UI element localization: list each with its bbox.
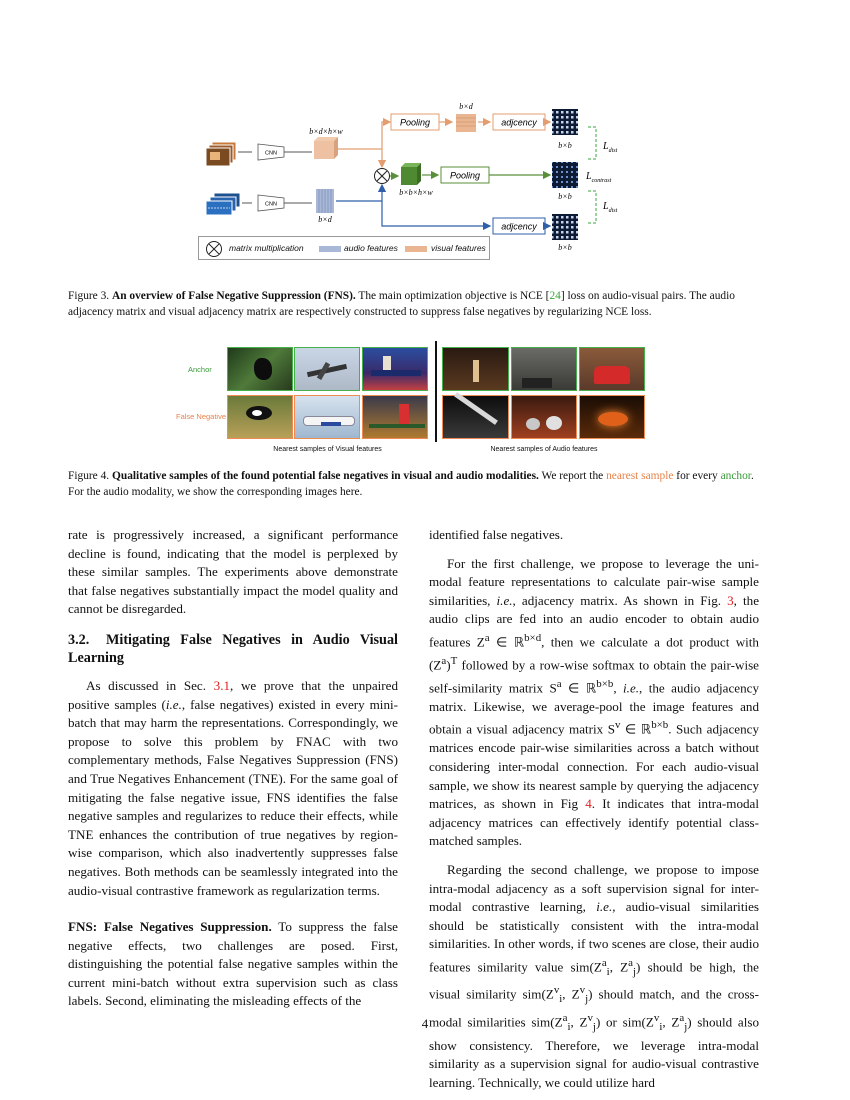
visual-feature-dims: b×d×h×w [309, 127, 343, 136]
legend-visual-label: visual features [431, 243, 486, 253]
audio-fn-siren [579, 395, 645, 439]
false-negative-row-label: False Negative [176, 412, 227, 421]
legend-matmul-label: matrix multiplication [229, 243, 304, 253]
right-column [429, 526, 759, 1092]
svg-text:b×b: b×b [558, 243, 572, 252]
visual-fn-airliner [294, 395, 360, 439]
legend-audio-swatch [319, 246, 341, 252]
figure-4-caption: Figure 4. Qualitative samples of the found potential false negatives in visual and audio modalities. We report the nearest sample for every anchor. For the audio modality, we show the corresponding images here. [68, 470, 754, 498]
figure-3-legend [198, 236, 490, 260]
ref-fig-3[interactable]: 3 [727, 592, 734, 608]
pooled-visual-vector [456, 114, 476, 132]
similarity-dims: b×b×h×w [399, 188, 433, 197]
page-number: 4 [421, 1016, 429, 1031]
left-paragraph-1: rate is progressively increased, a significant performance decline is found, indicating that the model is perplexed by these similar samples. The experiments above demonstrate that false negatives substantially impact the model quality and cannot be disregarded. [68, 527, 398, 617]
audio-fn-flute [442, 395, 509, 439]
visual-anchor-airplane [294, 347, 360, 391]
audio-feature-dims: b×d [318, 215, 332, 224]
similarity-map-block [401, 163, 421, 185]
legend-audio-label: audio features [344, 243, 398, 253]
figure-4-divider [435, 341, 437, 442]
matrix-multiplication-icon [375, 169, 390, 184]
visual-fn-ping-pong [362, 395, 428, 439]
svg-text:Pooling: Pooling [399, 117, 431, 128]
visual-adjacency-matrix [552, 109, 578, 135]
audio-input-spectrograms [206, 193, 240, 215]
visual-fn-magpie [227, 395, 293, 439]
pooled-visual-dims: b×d [459, 102, 473, 111]
audio-anchor-concert [442, 347, 509, 391]
visual-input-frames [206, 142, 236, 166]
loss-dist-top: $L_{dist}$ [603, 141, 618, 154]
visual-anchor-table-tennis [362, 347, 428, 391]
audio-feature-vector [316, 189, 334, 213]
left-paragraph-2: As discussed in Sec. 3.1, we prove that the unpaired positive samples (i.e., false negatives) existed in every mini-batch that may harm the representations. Correspondingly, we propose to solve this problem by FNAC with two complementary methods, False Negatives Suppression (FNS) and True Negatives Enhancement (TNE). For the same goal of mitigating the false negative issue, FNS identifies the false negative samples and regularizes to reduce their effects, while TNE enhances the contribution of true negatives by region-wise comparison, which also inadvertently suppresses false negatives. Both methods can be seamlessly integrated into the audio-visual contrastive framework as regularization terms. [68, 677, 398, 898]
svg-text:b×b: b×b [558, 141, 572, 150]
section-3-2-heading: 3.2. Mitigating False Negatives in Audio Visual Learning [68, 631, 398, 666]
right-paragraph-1: identified false negatives. [429, 527, 564, 542]
svg-text:CNN: CNN [265, 150, 277, 157]
audio-anchor-car [579, 347, 645, 391]
left-column [68, 526, 398, 1011]
audio-visual-similarity-matrix [552, 162, 578, 188]
left-paragraph-3: FNS: False Negatives Suppression. To suppress the false negative effects, two challenges are posed. First, distinguishing the potential false negative samples within the current mini-batch without extra supervision such as class labels. Second, eliminating the misleading effects of the [68, 919, 398, 1009]
audio-adjacency-matrix [552, 214, 578, 240]
svg-text:adjcency: adjcency [501, 221, 537, 232]
svg-text:Pooling: Pooling [449, 170, 481, 181]
visual-anchor-bird [227, 347, 293, 391]
legend-matmul-icon [205, 240, 223, 258]
loss-contrast: $L_{contrast}$ [586, 171, 612, 184]
svg-text:adjcency: adjcency [501, 117, 537, 128]
right-paragraph-3: Regarding the second challenge, we propose to impose intra-modal adjacency as a soft supervision signal for inter-modal contrastive learning, i.e., audio-visual similarities should be statistically consistent with the intra-modal similarities. In other words, if two scenes are close, their audio features similarity value $sim(Z^a_i$, $Z^a_j$) should be high, the visual similarity $sim(Z^v_i$, $Z^v_j$) should match, and the cross-modal similarities $sim(Z^a_i$, $Z^v_j$) or $sim(Z^v_i$, $Z^a_j$) should also show consistency. Therefore, we leverage intra-modal similarity as a supervision signal for audio-visual contrastive learning. Technically, we could utilize hard [429, 861, 760, 1090]
svg-text:CNN: CNN [265, 201, 277, 208]
visual-samples-caption: Nearest samples of Visual features [273, 446, 382, 453]
svg-text:b×b: b×b [558, 192, 572, 201]
legend-visual-swatch [405, 246, 427, 252]
loss-dist-bottom-bracket [588, 191, 596, 223]
loss-dist-top-bracket [588, 127, 596, 159]
ref-24[interactable]: 24 [549, 290, 561, 302]
figure-3-caption: Figure 3. An overview of False Negative Suppression (FNS). The main optimization objective is NCE [24] loss on audio-visual pairs. The audio adjacency matrix and visual adjacency matrix are respectively constructed to suppress false negatives by regularizing NCE loss. [68, 290, 735, 318]
ref-sec-3-1[interactable]: 3.1 [213, 677, 231, 693]
audio-fn-drums [511, 395, 577, 439]
anchor-row-label: Anchor [188, 365, 212, 374]
visual-feature-map [314, 137, 338, 159]
audio-samples-caption: Nearest samples of Audio features [490, 446, 598, 453]
right-paragraph-2: For the first challenge, we propose to leverage the uni-modal feature representations to calculate pair-wise sample similarities, i.e., adjacency matrix. As shown in Fig. 3, the audio clips are fed into an audio encoder to obtain audio features $Z^a$ ∈ ℝ$^{b\times d}$, then we calculate a dot product with $(Z^a)^T$ followed by a row-wise softmax to obtain the pair-wise self-similarity matrix $S^a$ ∈ ℝ$^{b\times b}$, i.e., the audio adjacency matrix. Likewise, we average-pool the image features and obtain a visual adjacency matrix $S^v$ ∈ ℝ$^{b\times b}$. Such adjacency matrices encode pair-wise similarities across a batch without considering inter-modal connection. For each audio-visual sample, we show its nearest sample by querying the adjacency matrices, as shown in Fig 4. It indicates that intra-modal adjacency matrices can effectively identify potential class-matched samples. [429, 555, 760, 849]
audio-anchor-street [511, 347, 577, 391]
ref-fig-4[interactable]: 4 [585, 796, 592, 812]
loss-dist-bottom: $L_{dist}$ [603, 201, 618, 214]
